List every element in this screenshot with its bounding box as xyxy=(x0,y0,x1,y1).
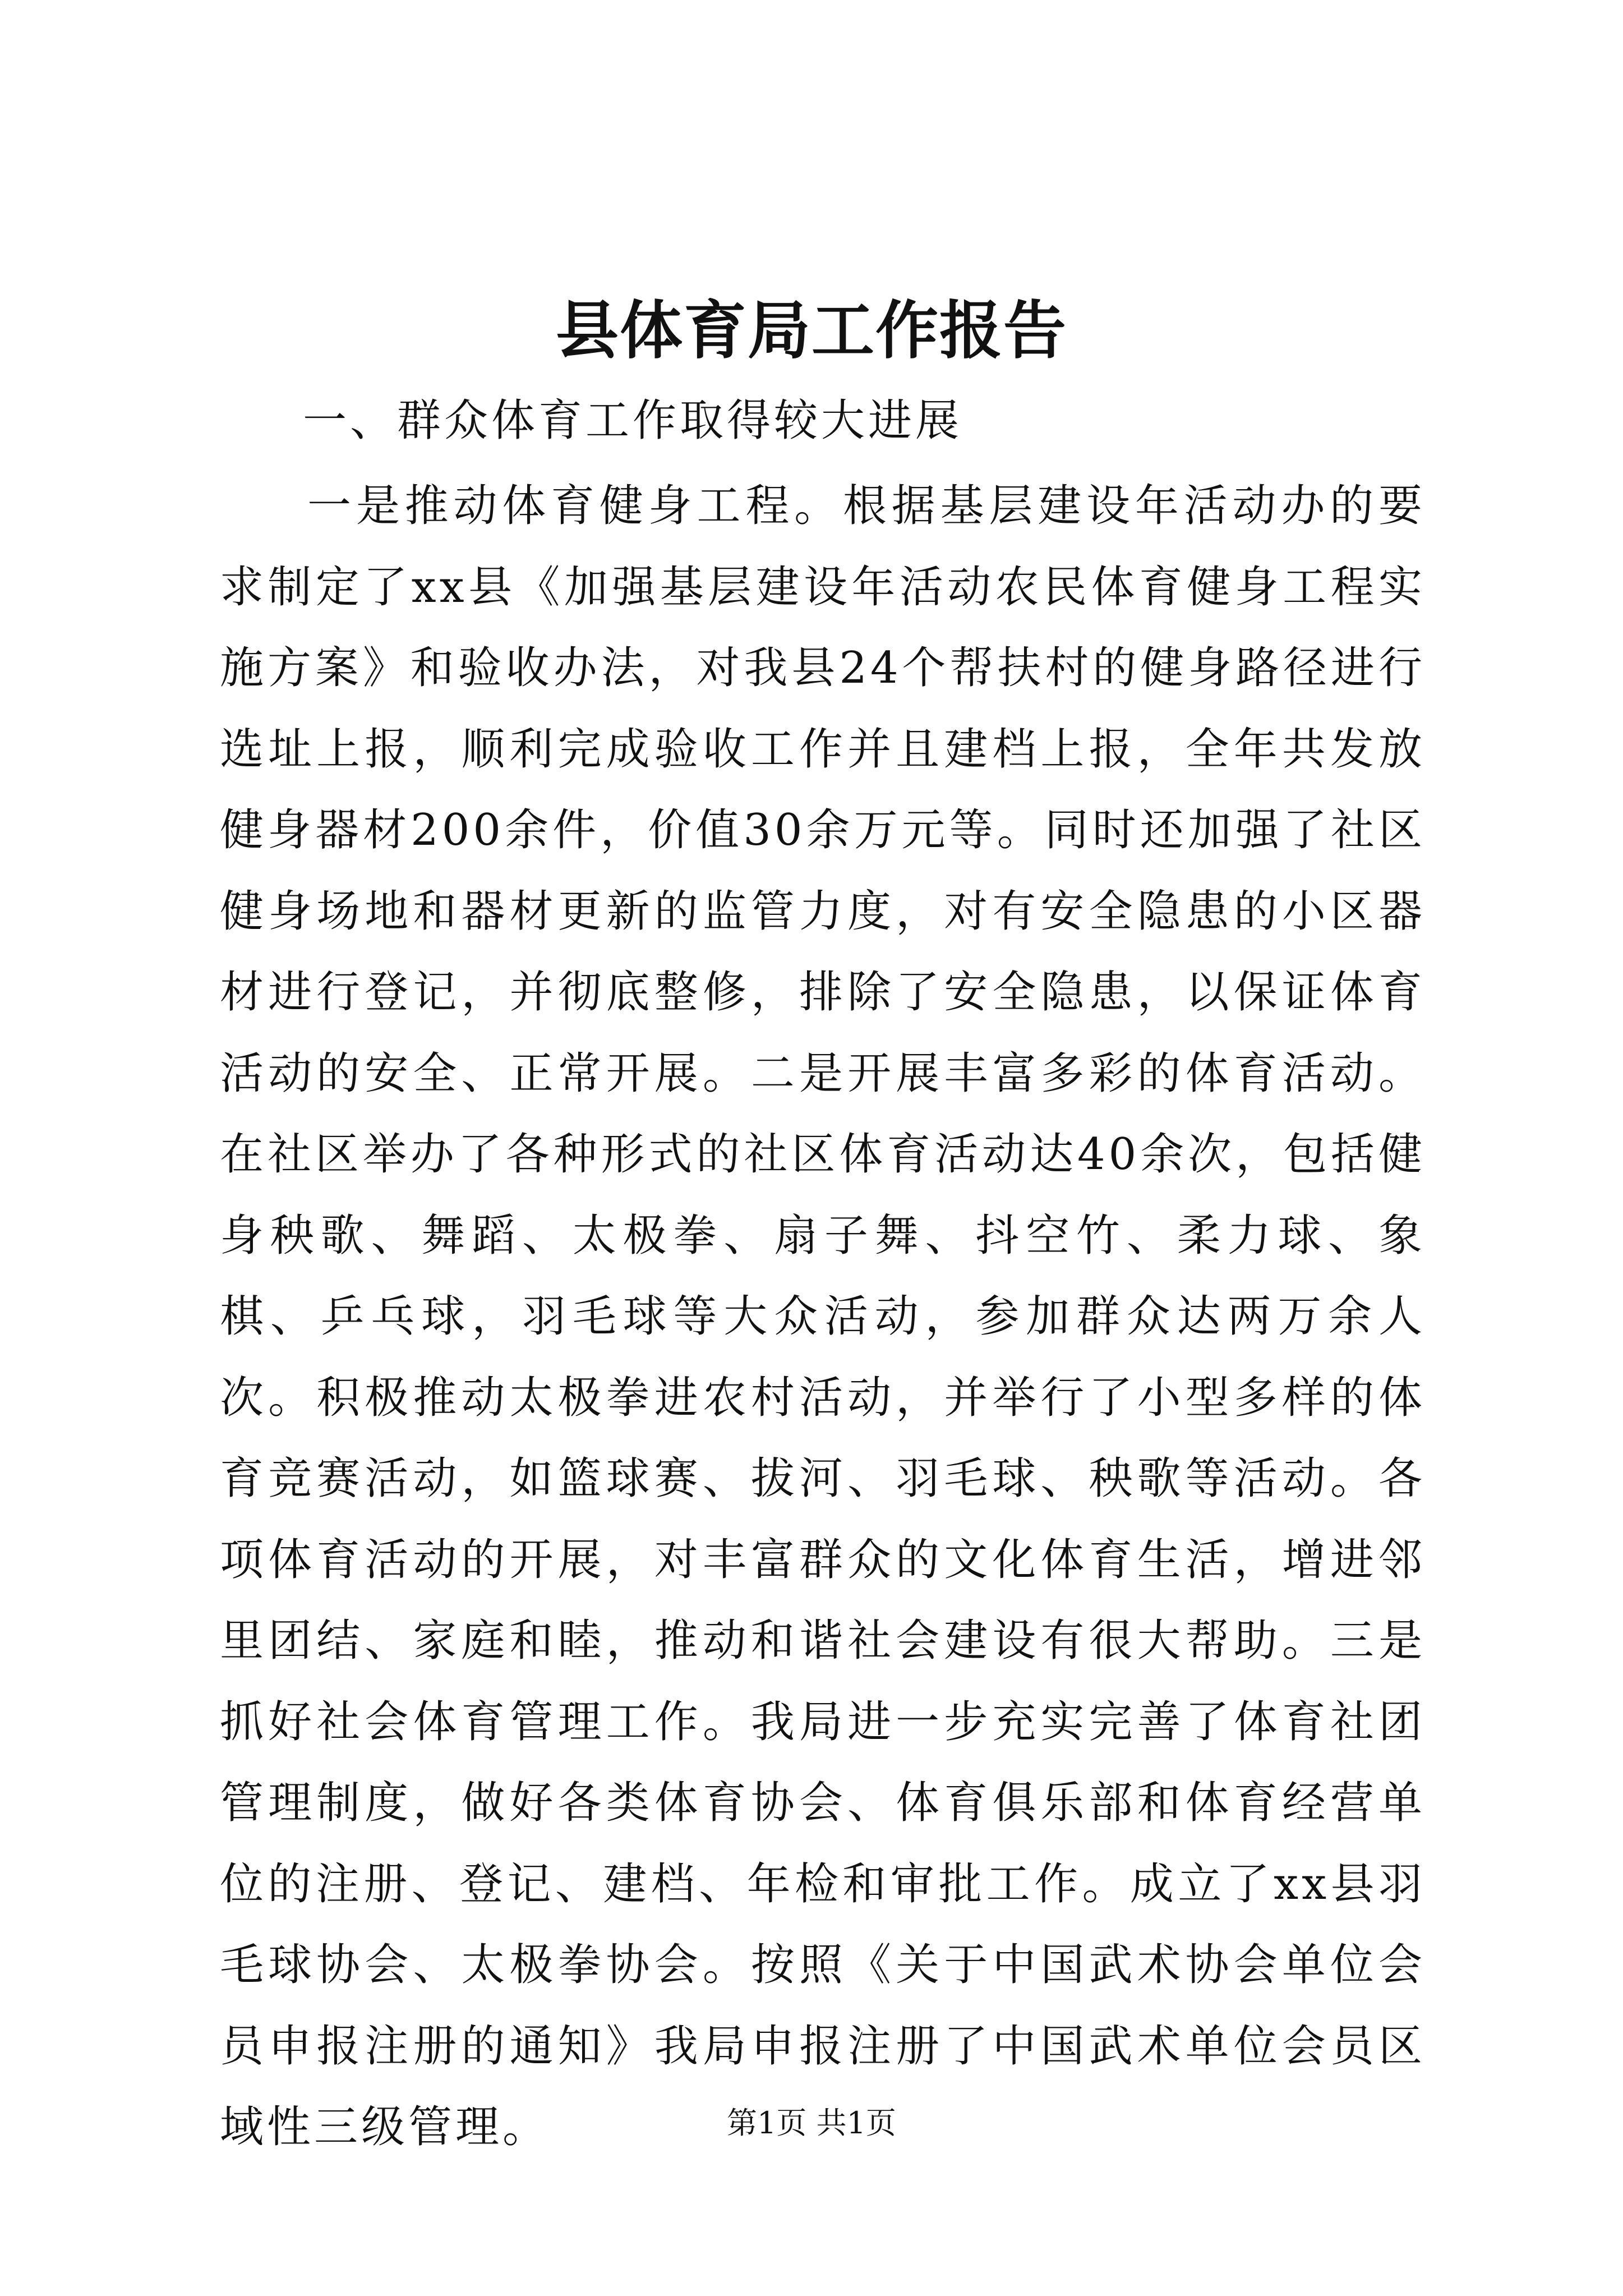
page-footer: 第1页 共1页 xyxy=(727,2105,896,2141)
section-heading: 一、群众体育工作取得较大进展 xyxy=(303,395,963,446)
body-paragraph: 一是推动体育健身工程。根据基层建设年活动办的要求制定了xx县《加强基层建设年活动农民体育健身工程实施方案》和验收办法，对我县24个帮扶村的健身路径进行选址上报，顺利完成验收工作并且建档上报，全年共发放健身器材200余件，价值30余万元等。同时还加强了社区健身场地和器材更新的监管力度，对有安全隐患的小区器材进行登记，并彻底整修，排除了安全隐患，以保证体育活动的安全、正常开展。二是开展丰富多彩的体育活动。在社区举办了各种形式的社区体育活动达40余次，包括健身秧歌、舞蹈、太极拳、扇子舞、抖空竹、柔力球、象棋、乒乓球，羽毛球等大众活动，参加群众达两万余人次。积极推动太极拳进农村活动，并举行了小型多样的体育竞赛活动，如篮球赛、拔河、羽毛球、秧歌等活动。各项体育活动的开展，对丰富群众的文化体育生活，增进邻里团结、家庭和睦，推动和谐社会建设有很大帮助。三是抓好社会体育管理工作。我局进一步充实完善了体育社团管理制度，做好各类体育协会、体育俱乐部和体育经营单位的注册、登记、建档、年检和审批工作。成立了xx县羽毛球协会、太极拳协会。按照《关于中国武术协会单位会员申报注册的通知》我局申报注册了中国武术单位会员区域性三级管理。 xyxy=(220,481,1426,2152)
document-title: 县体育局工作报告 xyxy=(556,294,1067,367)
